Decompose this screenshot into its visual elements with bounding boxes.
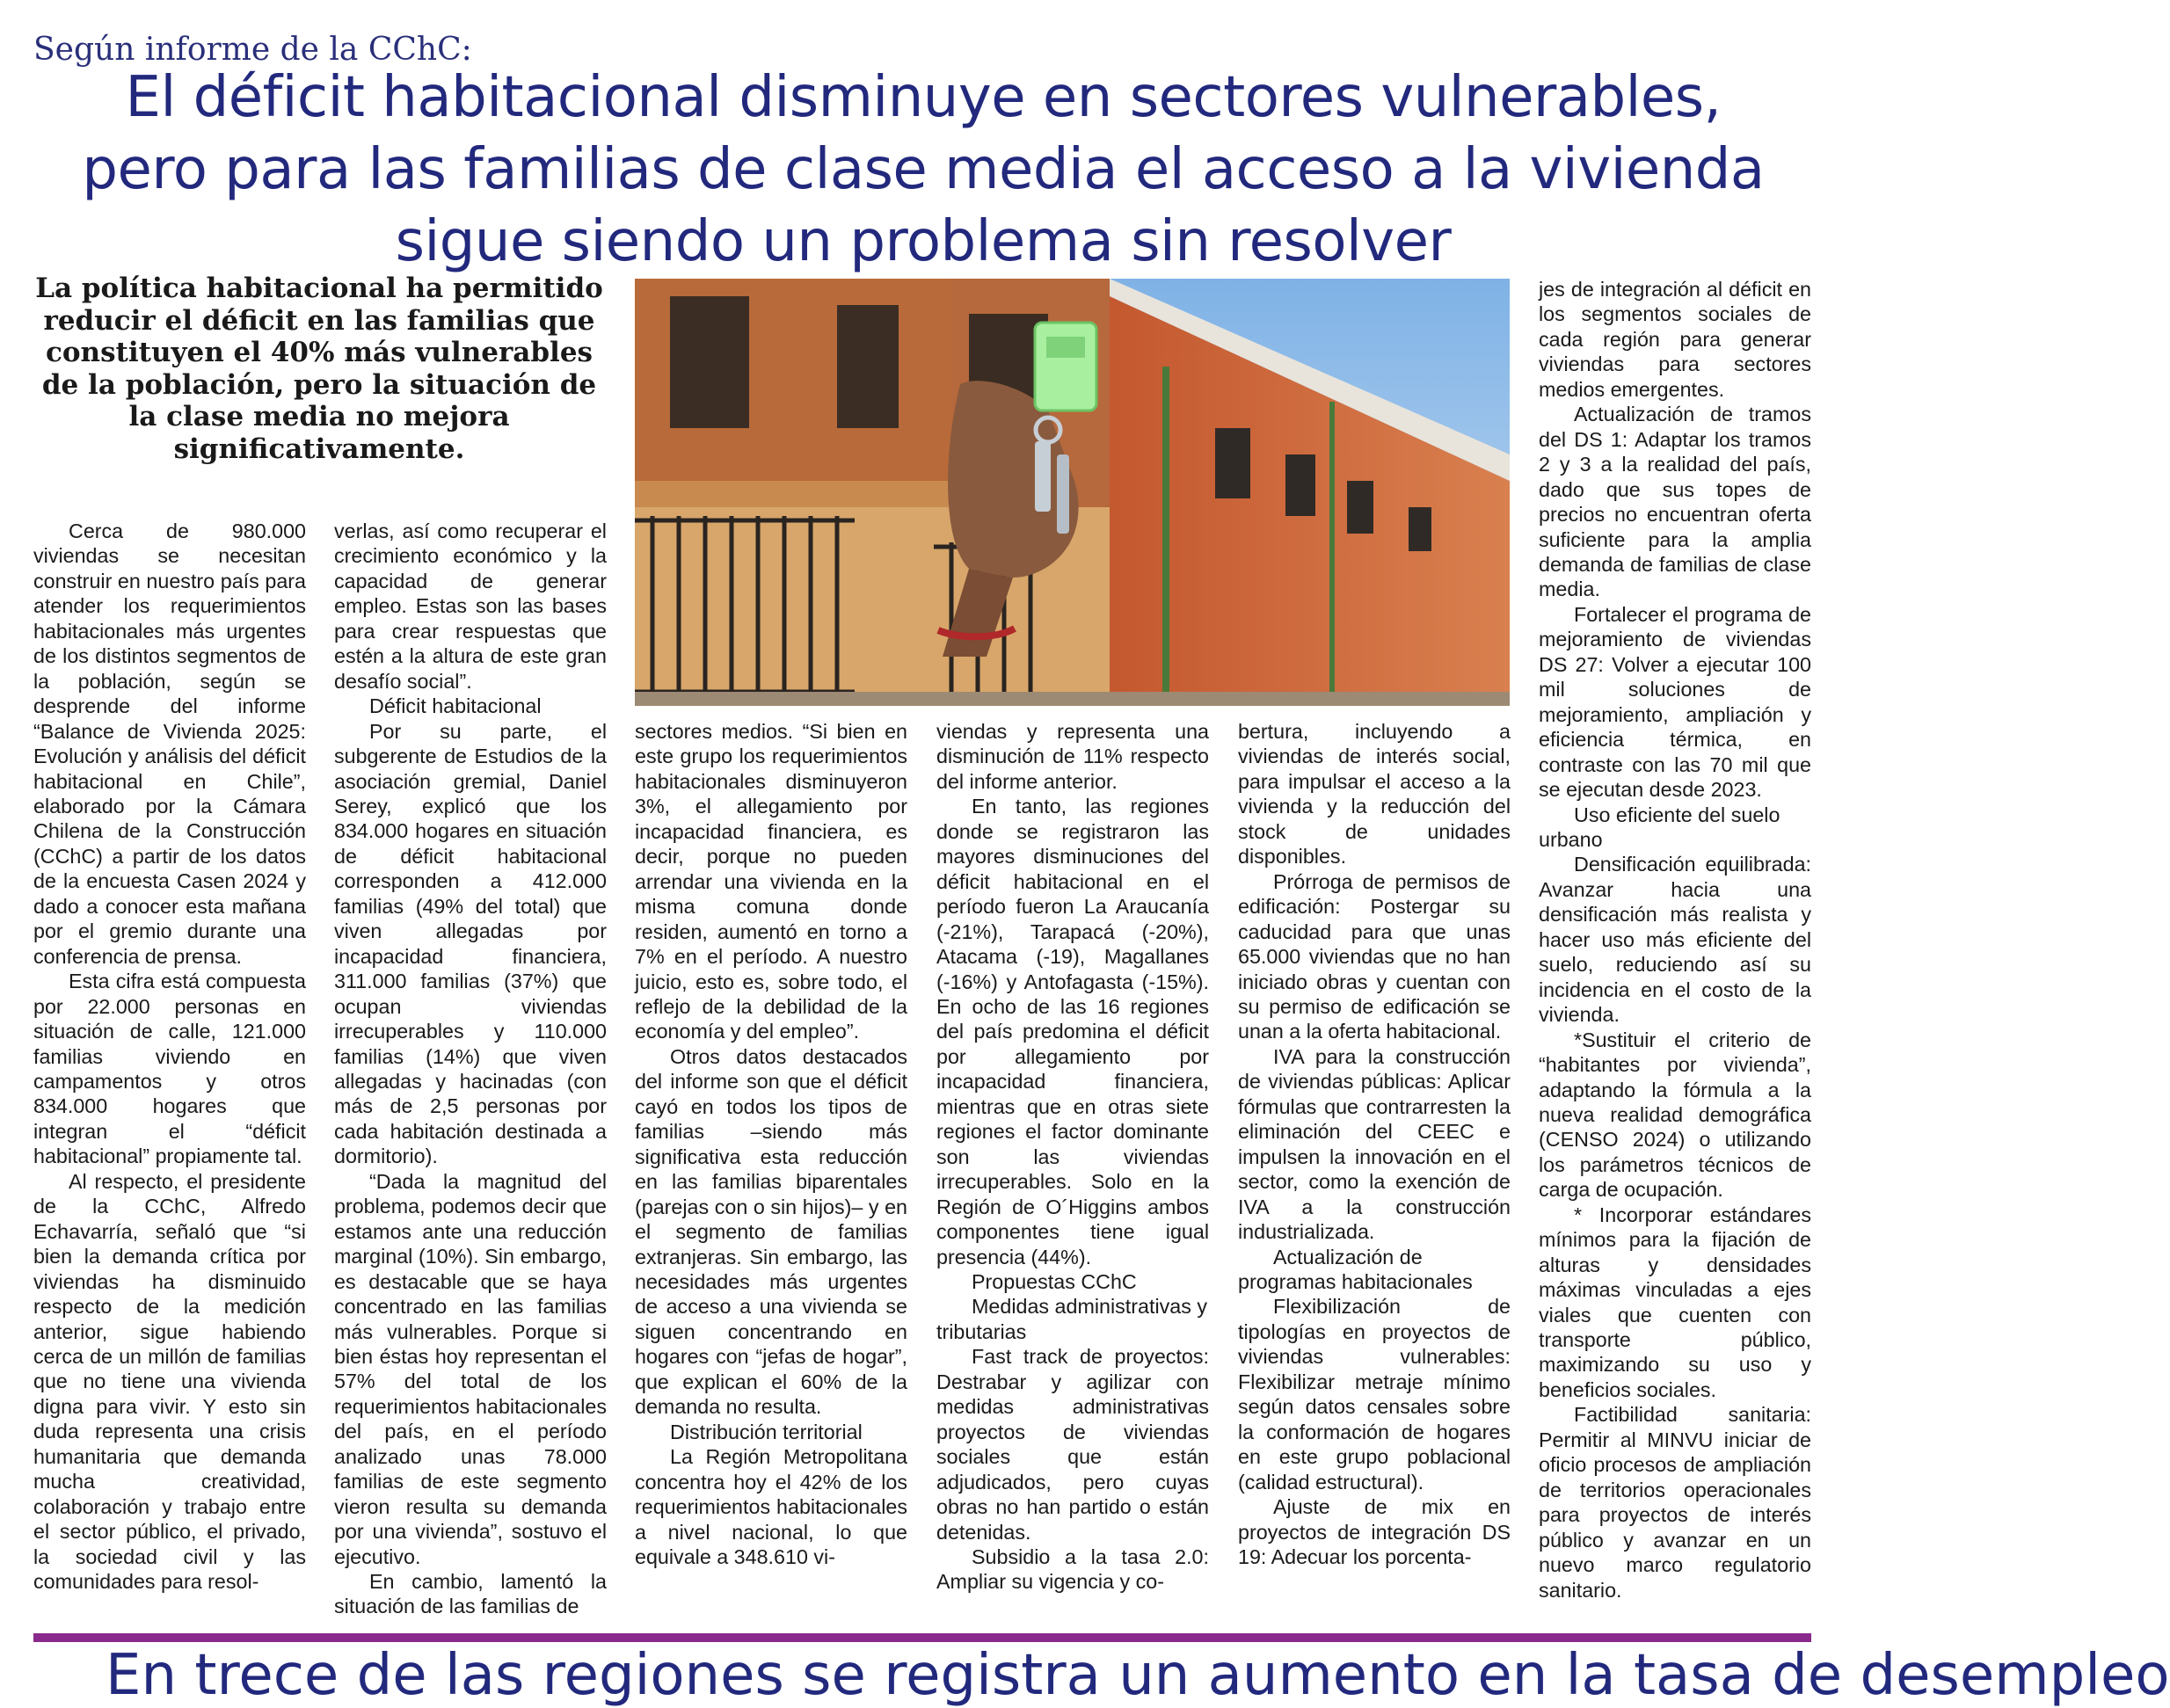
paragraph: Actualización de tramos del DS 1: Adaptar los tramos 2 y 3 a la realidad del país, dado que sus topes de precios no encuentran oferta suficiente para la amplia demanda de familias de clase media. <box>1539 403 1811 601</box>
subheading: Déficit habitacional <box>369 694 542 718</box>
article-column-3 <box>635 719 907 1569</box>
subheading: Medidas administrativas y tributarias <box>936 1295 1208 1343</box>
paragraph: * Incorporar estándares mínimos para la fijación de alturas y densidades máximas vinculadas a ejes viales que cuenten con transporte público, maximizando su uso y beneficios sociales. <box>1539 1203 1811 1401</box>
deck-subheadline: La política habitacional ha permitido reducir el déficit en las familias que constituyen el 40% más vulnerables de la población, pero la situación de la clase media no mejora significativamente. <box>35 273 603 465</box>
housing-photo <box>635 279 1510 706</box>
paragraph: Por su parte, el subgerente de Estudios de la asociación gremial, Daniel Serey, explicó que los 834.000 hogares en situación de déficit habitacional corresponden a 412.000 familias (49% del total) que viven allegadas por incapacidad financiera, 311.000 familias (37%) que ocupan viviendas irrecuperables y 110.000 familias (14%) que viven allegadas y hacinadas (con más de 2,5 personas por cada habitación destinada a dormitorio). <box>334 719 607 1168</box>
paragraph: *Sustituir el criterio de “habitantes por vivienda”, adaptando la fórmula a la nueva realidad demográfica (CENSO 2024) o utilizando los parámetros técnicos de carga de ocupación. <box>1539 1028 1811 1202</box>
article-column-1 <box>33 519 306 1594</box>
paragraph: Cerca de 980.000 viviendas se necesitan construir en nuestro país para atender los requerimientos habitacionales más urgentes de los distintos segmentos de la población, según se desprende del informe “Balance de Vivienda 2025: Evolución y análisis del déficit habitacional en Chile”, elaborado por la Cámara Chilena de la Construcción (CChC) a partir de los datos de la encuesta Casen 2024 y dado a conocer esta mañana por el gremio durante una conferencia de prensa. <box>33 520 306 968</box>
next-article-headline: En trece de las regiones se registra un aumento en la tasa de desempleo <box>106 1643 2170 1708</box>
subheading: Actualización de programas habitacionales <box>1238 1245 1473 1293</box>
paragraph: Ajuste de mix en proyectos de integración DS 19: Adecuar los porcenta- <box>1238 1495 1511 1568</box>
kicker: Según informe de la CChC: <box>33 32 472 68</box>
paragraph: La Región Metropolitana concentra hoy el 42% de los requerimientos habitacionales a nivel nacional, lo que equivale a 348.610 vi- <box>635 1445 907 1568</box>
paragraph: Densificación equilibrada: Avanzar hacia una densificación más realista y hacer uso más eficiente del suelo, reduciendo así su incidencia en el costo de la vivienda. <box>1539 853 1811 1027</box>
paragraph: jes de integración al déficit en los segmentos sociales de cada región para generar viviendas para sectores medios emergentes. <box>1539 278 1811 401</box>
section-divider-rule <box>33 1633 1811 1642</box>
paragraph: Subsidio a la tasa 2.0: Ampliar su vigencia y co- <box>936 1544 1209 1594</box>
article-column-2 <box>334 519 607 1619</box>
article-column-4 <box>936 719 1209 1595</box>
paragraph: Al respecto, el presidente de la CChC, Alfredo Echavarría, señaló que “si bien la demanda crítica por viviendas ha disminuido respecto de la medición anterior, sigue habiendo cerca de un millón de familias que no tiene una vivienda digna para vivir. Y esto sin duda representa una crisis humanitaria que demanda mucha creatividad, colaboración y trabajo entre el sector público, el privado, la sociedad civil y las comunidades para resol- <box>33 1169 306 1594</box>
subheading: Distribución territorial <box>670 1420 863 1443</box>
paragraph: Prórroga de permisos de edificación: Postergar su caducidad para que unas 65.000 viviendas que no han iniciado obras y cuentan con su permiso de edificación se unan a la oferta habitacional. <box>1238 869 1511 1043</box>
headline <box>53 62 1794 278</box>
paragraph: En cambio, lamentó la situación de las familias de <box>334 1570 607 1618</box>
headline-line-1: El déficit habitacional disminuye en sectores vulnerables, <box>125 65 1722 130</box>
subheading: Uso eficiente del suelo urbano <box>1539 803 1780 851</box>
headline-line-3: sigue siendo un problema sin resolver <box>395 209 1452 274</box>
paragraph: Flexibilización de tipologías en proyectos de viviendas vulnerables: Flexibilizar metraje mínimo según datos censales sobre la conformación de hogares en este grupo poblacional (calidad estructural). <box>1238 1295 1511 1494</box>
paragraph: sectores medios. “Si bien en este grupo los requerimientos habitacionales disminuyeron 3%, el allegamiento por incapacidad financiera, es decir, porque no pueden arrendar una vivienda en la misma comuna donde residen, aumentó en torno a 7% en el período. A nuestro juicio, esto es, sobre todo, el reflejo de la debilidad de la economía y del empleo”. <box>635 720 907 1043</box>
next-article-headline-cropped <box>106 1643 2170 1708</box>
paragraph: “Dada la magnitud del problema, podemos decir que estamos ante una reducción marginal (10%). Sin embargo, es destacable que se haya concentrado en las familias más vulnerables. Porque si bien éstas hoy representan el 57% del total de los requerimientos habitacionales del país, en el período analizado unas 78.000 familias de este segmento vieron resulta su demanda por una vivienda”, sostuvo el ejecutivo. <box>334 1169 607 1568</box>
paragraph: IVA para la construcción de viviendas públicas: Aplicar fórmulas que contrarresten la eliminación del CEEC e impulsen la innovación en el sector, como la exención de IVA a la construcción industrializada. <box>1238 1044 1511 1244</box>
paragraph: Factibilidad sanitaria: Permitir al MINVU iniciar de oficio procesos de ampliación de territorios operacionales para proyectos de interés público y avanzar en un nuevo marco regulatorio sanitario. <box>1539 1403 1811 1602</box>
paragraph: Fortalecer el programa de mejoramiento de viviendas DS 27: Volver a ejecutar 100 mil soluciones de mejoramiento, ampliación y eficiencia térmica, en contraste con las 70 mil que se ejecutan desde 2023. <box>1539 602 1811 802</box>
paragraph: Esta cifra está compuesta por 22.000 personas en situación de calle, 121.000 familias viviendo en campamentos y otros 834.000 hogares que integran el “déficit habitacional” propiamente tal. <box>33 970 306 1168</box>
paragraph: Otros datos destacados del informe son que el déficit cayó en todos los tipos de familias –siendo más significativa esta reducción en las familias biparentales (parejas con o sin hijos)– y en el segmento de familias extranjeras. Sin embargo, las necesidades más urgentes de acceso a una vivienda se siguen concentrando en hogares con “jefas de hogar”, que explican el 60% de la demanda no resulta. <box>635 1044 907 1419</box>
paragraph: En tanto, las regiones donde se registraron las mayores disminuciones del déficit habitacional en el período fueron La Araucanía (-21%), Tarapacá (-20%), Atacama (-19), Magallanes (-16%) y Antofagasta (-15%). En ocho de las 16 regiones del país predomina el déficit por allegamiento por incapacidad financiera, mientras que en otras siete regiones el factor dominante son las viviendas irrecuperables. Solo en la Región de O´Higgins ambos componentes tiene igual presencia (44%). <box>936 795 1209 1268</box>
paragraph: Fast track de proyectos: Destrabar y agilizar con medidas administrativas proyectos de viviendas sociales que están adjudicados, pero cuyas obras no han partido o están detenidas. <box>936 1345 1209 1544</box>
paragraph: bertura, incluyendo a viviendas de interés social, para impulsar el acceso a la vivienda y la reducción del stock de unidades disponibles. <box>1238 720 1511 869</box>
article-column-6 <box>1539 277 1811 1603</box>
article-column-5 <box>1238 719 1511 1569</box>
paragraph: viendas y representa una disminución de 11% respecto del informe anterior. <box>936 720 1209 793</box>
subheading: Propuestas CChC <box>972 1269 1137 1293</box>
headline-line-2: pero para las familias de clase media el acceso a la vivienda <box>82 137 1765 202</box>
paragraph: verlas, así como recuperar el crecimiento económico y la capacidad de generar empleo. Estas son las bases para crear respuestas que estén a la altura de este gran desafío social”. <box>334 520 607 693</box>
